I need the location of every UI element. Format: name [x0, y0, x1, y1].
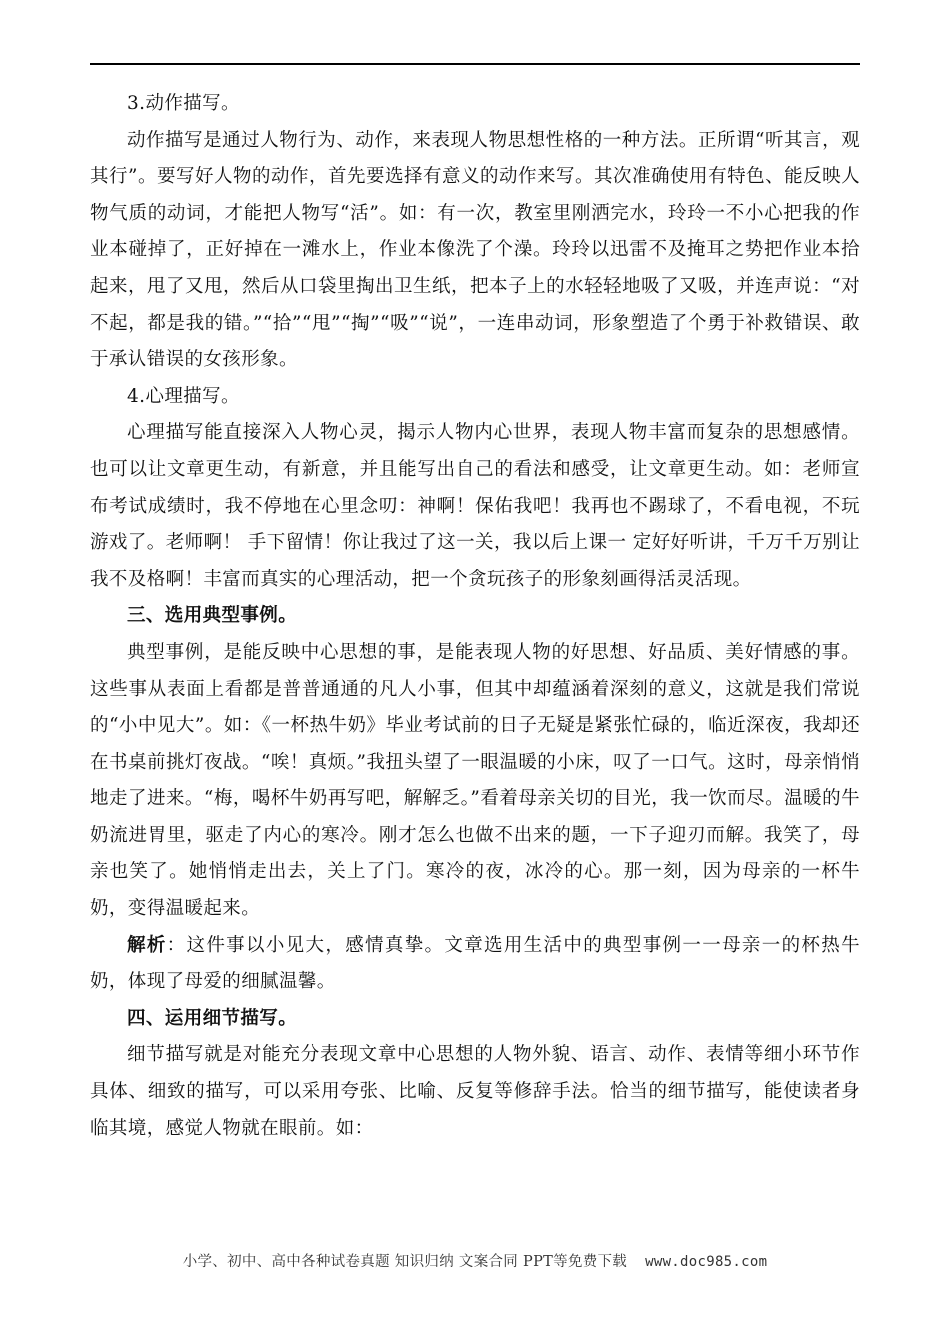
- analysis-text: ：这件事以小见大，感情真挚。文章选用生活中的典型事例一一母亲一的杯热牛奶，体现了母爱的细腻温馨。: [90, 934, 860, 993]
- section-heading-detail: 四、运用细节描写。: [127, 1007, 298, 1029]
- section-label-action: 3.动作描写。: [127, 93, 240, 114]
- section-heading-typical: 三、选用典型事例。: [127, 605, 298, 627]
- analysis-label: 解析: [127, 934, 167, 956]
- header-rule: [90, 63, 860, 65]
- paragraph-psych: 心理描写能直接深入人物心灵，揭示人物内心世界，表现人物丰富而复杂的思想感情。也可以让文章更生动，有新意，并且能写出自己的看法和感受，让文章更生动。如：老师宣布考试成绩时，我不停地在心里念叨：神啊！保佑我吧！我再也不踢球了，不看电视，不玩游戏了。老师啊！ 手下留情！你让我过了这一关，我以后上课一 定好好听讲，千万千万别让我不及格啊！丰富而真实的心理活动，把一个贪玩孩子的形象刻画得活灵活现。: [90, 422, 860, 590]
- document-body: [90, 86, 860, 1147]
- paragraph-action: 动作描写是通过人物行为、动作，来表现人物思想性格的一种方法。正所谓“听其言，观其行”。要写好人物的动作，首先要选择有意义的动作来写。其次准确使用有特色、能反映人物气质的动词，才能把人物写“活”。如：有一次，教室里刚洒完水，玲玲一不小心把我的作业本碰掉了，正好掉在一滩水上，作业本像洗了个澡。玲玲以迅雷不及掩耳之势把作业本拾起来，甩了又甩，然后从口袋里掏出卫生纸，把本子上的水轻轻地吸了又吸，并连声说：“对不起，都是我的错。”“拾”“甩”“掏”“吸”“说”，一连串动词，形象塑造了个勇于补救错误、敢于承认错误的女孩形象。: [90, 129, 860, 371]
- paragraph-detail: 细节描写就是对能充分表现文章中心思想的人物外貌、语言、动作、表情等细小环节作具体、细致的描写，可以采用夸张、比喻、反复等修辞手法。恰当的细节描写，能使读者身临其境，感觉人物就在眼前。如：: [90, 1044, 860, 1139]
- paragraph-analysis: [90, 928, 860, 1001]
- footer-text: 小学、初中、高中各种试卷真题 知识归纳 文案合同 PPT等免费下载: [182, 1254, 628, 1270]
- paragraph-typical: 典型事例，是能反映中心思想的事，是能表现人物的好思想、好品质、美好情感的事。这些事从表面上看都是普普通通的凡人小事，但其中却蕴涵着深刻的意义，这就是我们常说的“小中见大”。如：《一杯热牛奶》毕业考试前的日子无疑是紧张忙碌的，临近深夜，我却还在书桌前挑灯夜战。“唉！真烦。”我扭头望了一眼温暖的小床，叹了一口气。这时，母亲悄悄地走了进来。“梅，喝杯牛奶再写吧，解解乏。”看着母亲关切的目光，我一饮而尽。温暖的牛奶流进胃里，驱走了内心的寒冷。刚才怎么也做不出来的题，一下子迎刃而解。我笑了，母亲也笑了。她悄悄走出去，关上了门。寒冷的夜，冰冷的心。那一刻，因为母亲的一杯牛奶，变得温暖起来。: [90, 641, 860, 920]
- page-footer: [0, 1250, 950, 1271]
- section-label-psych: 4.心理描写。: [127, 385, 240, 407]
- footer-url[interactable]: www.doc985.com: [645, 1254, 768, 1270]
